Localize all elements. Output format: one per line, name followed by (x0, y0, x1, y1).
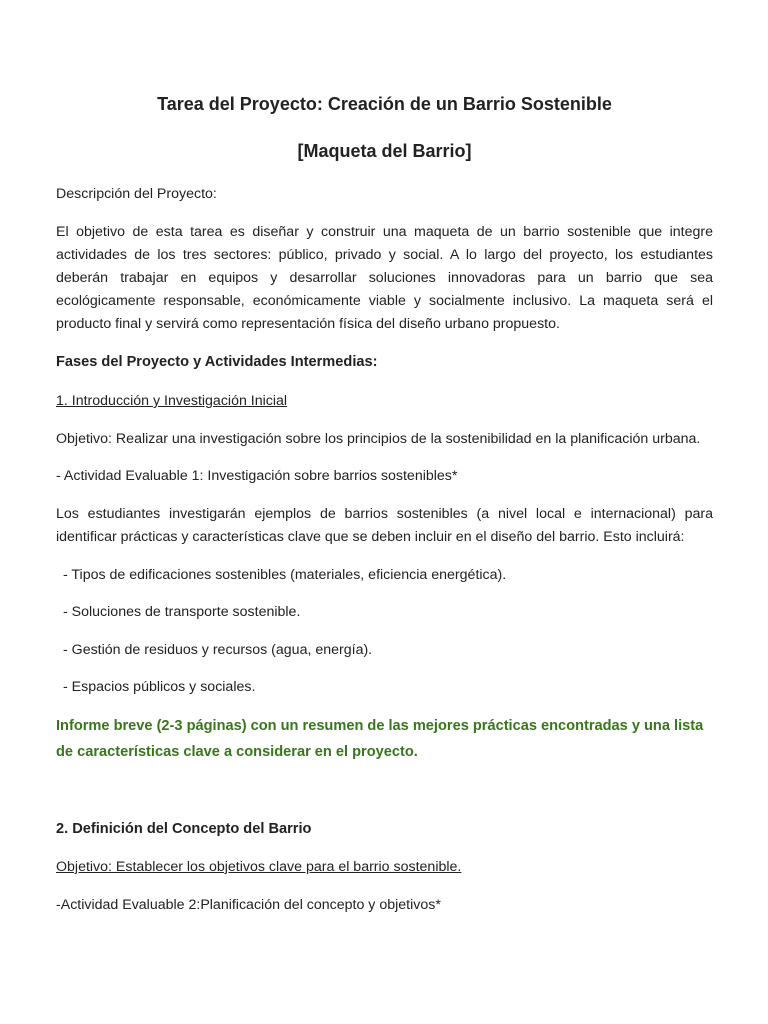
phase1-body: Los estudiantes investigarán ejemplos de barrios sostenibles (a nivel local e internacional) para identificar prácticas y características clave que se deben incluir en el diseño del barrio. Esto incluirá: (56, 506, 713, 545)
phase2-activity: -Actividad Evaluable 2:Planificación del concepto y objetivos* (56, 897, 441, 913)
phase1-list-item: - Espacios públicos y sociales. (63, 679, 256, 695)
description-body: El objetivo de esta tarea es diseñar y construir una maqueta de un barrio sostenible que integre actividades de los tres sectores: público, privado y social. A lo largo del proyecto, los estudiantes deberán trabajar en equipos y desarrollar soluciones innovadoras para un barrio que sea ecológicamente responsable, económicamente viable y socialmente inclusivo. La maqueta será el producto final y servirá como representación física del diseño urbano propuesto. (56, 224, 713, 332)
phase2-objective: Objetivo: Establecer los objetivos clave para el barrio sostenible. (56, 859, 462, 875)
document-subtitle: [Maqueta del Barrio] (297, 141, 472, 161)
document-title: Tarea del Proyecto: Creación de un Barrio Sostenible (157, 94, 612, 114)
phase1-deliverable: Informe breve (2-3 páginas) con un resumen de las mejores prácticas encontradas y una lista de características clave a considerar en el proyecto. (56, 718, 704, 760)
phase2-heading: 2. Definición del Concepto del Barrio (56, 821, 312, 837)
phase1-list-item: - Gestión de residuos y recursos (agua, energía). (63, 642, 373, 658)
phase1-heading: 1. Introducción y Investigación Inicial (56, 393, 288, 409)
phase1-objective: Objetivo: Realizar una investigación sobre los principios de la sostenibilidad en la planificación urbana. (56, 431, 701, 447)
description-heading: Descripción del Proyecto: (56, 186, 217, 202)
phases-heading: Fases del Proyecto y Actividades Intermedias: (56, 354, 378, 370)
phase1-list-item: - Soluciones de transporte sostenible. (63, 604, 301, 620)
phase1-activity: - Actividad Evaluable 1: Investigación sobre barrios sostenibles* (56, 468, 458, 484)
phase1-list-item: - Tipos de edificaciones sostenibles (materiales, eficiencia energética). (63, 567, 507, 583)
